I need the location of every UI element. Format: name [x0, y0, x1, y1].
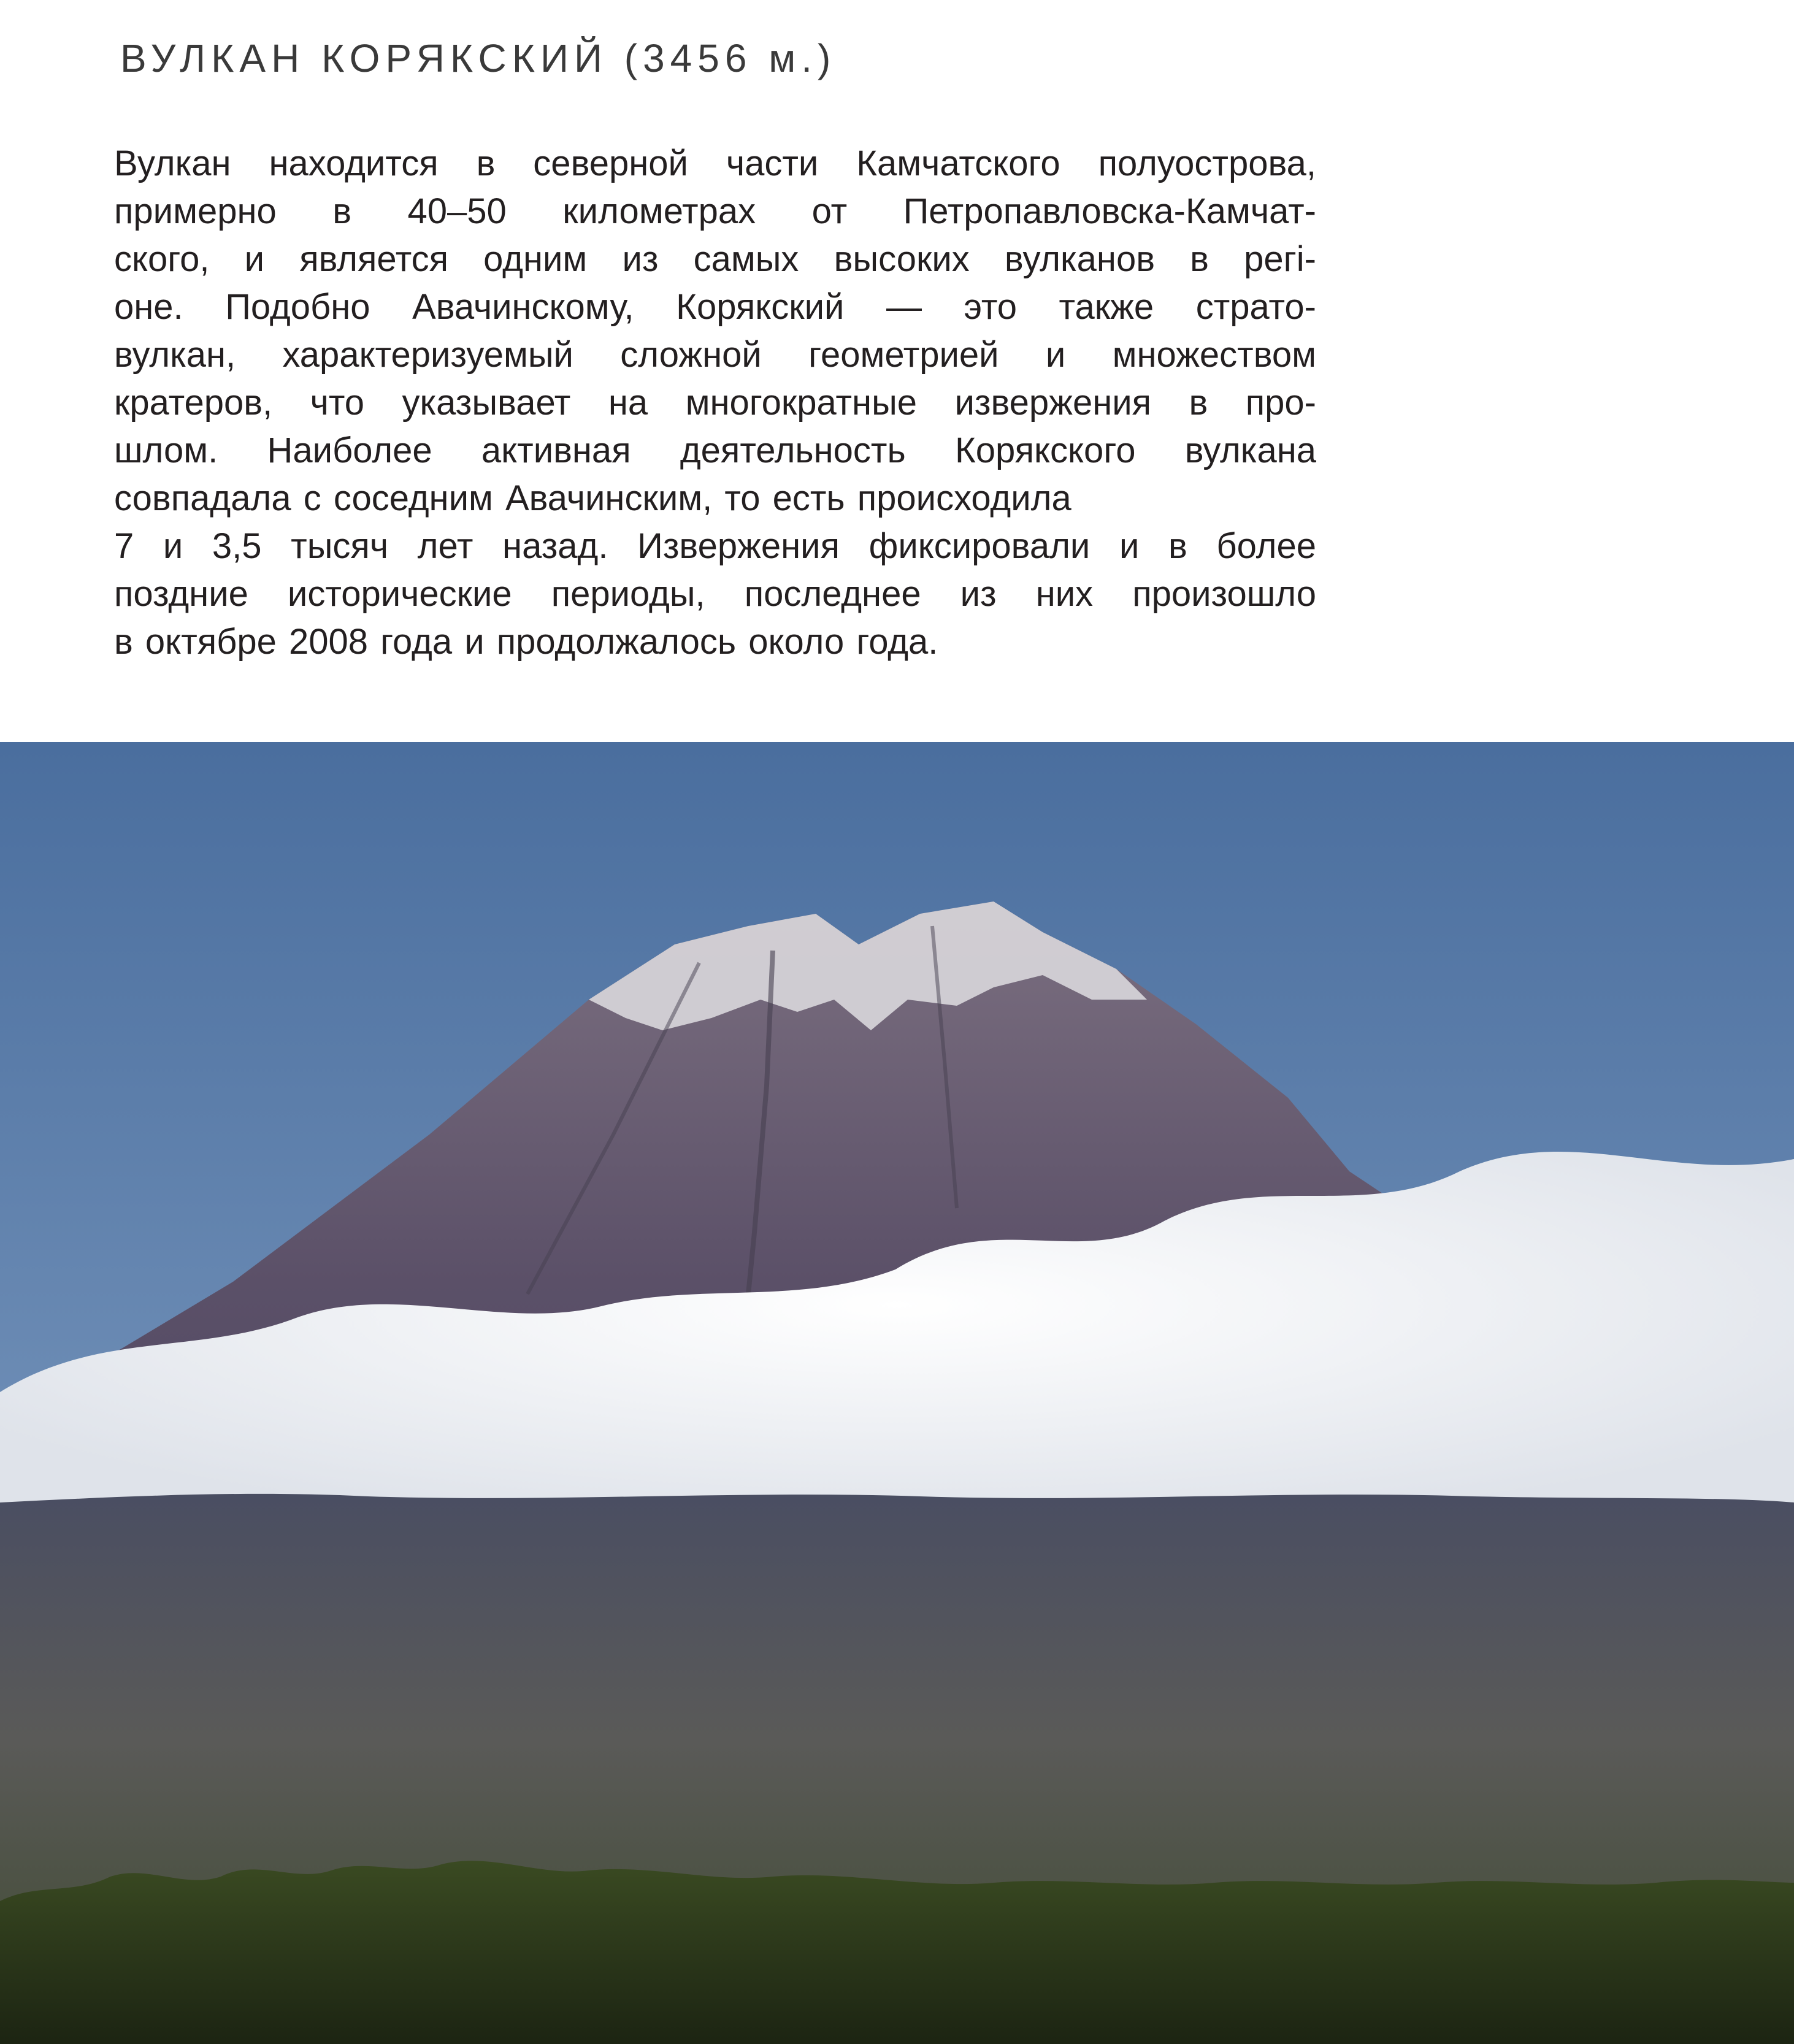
paragraph-line: 7 и 3,5 тысяч лет назад. Извержения фиксировали и в более — [114, 526, 1316, 566]
paragraph-line: совпадала с соседним Авачинским, то есть происходила — [114, 478, 1071, 518]
paragraph-line: в октябре 2008 года и продолжалось около года. — [114, 622, 938, 662]
paragraph-line: вулкан, характеризуемый сложной геометрией и множеством — [114, 335, 1316, 375]
paragraph-line: шлом. Наиболее активная деятельность Корякского вулкана — [114, 431, 1316, 470]
forest — [0, 1861, 1794, 2044]
article-paragraph — [114, 140, 1316, 666]
paragraph-line: примерно в 40–50 километрах от Петропавловска-Камчат- — [114, 191, 1316, 231]
paragraph-line: ского, и является одним из самых высоких вулканов в регi- — [114, 239, 1316, 279]
paragraph-line: Вулкан находится в северной части Камчатского полуострова, — [114, 144, 1316, 183]
paragraph-line: поздние исторические периоды, последнее из них произошло — [114, 574, 1316, 614]
paragraph-line: кратеров, что указывает на многократные извержения в про- — [114, 383, 1316, 423]
page-title: ВУЛКАН КОРЯКСКИЙ (3456 м.) — [120, 36, 837, 80]
paragraph-line: оне. Подобно Авачинскому, Корякский — это также страто- — [114, 287, 1316, 327]
volcano-photo — [0, 742, 1794, 2044]
